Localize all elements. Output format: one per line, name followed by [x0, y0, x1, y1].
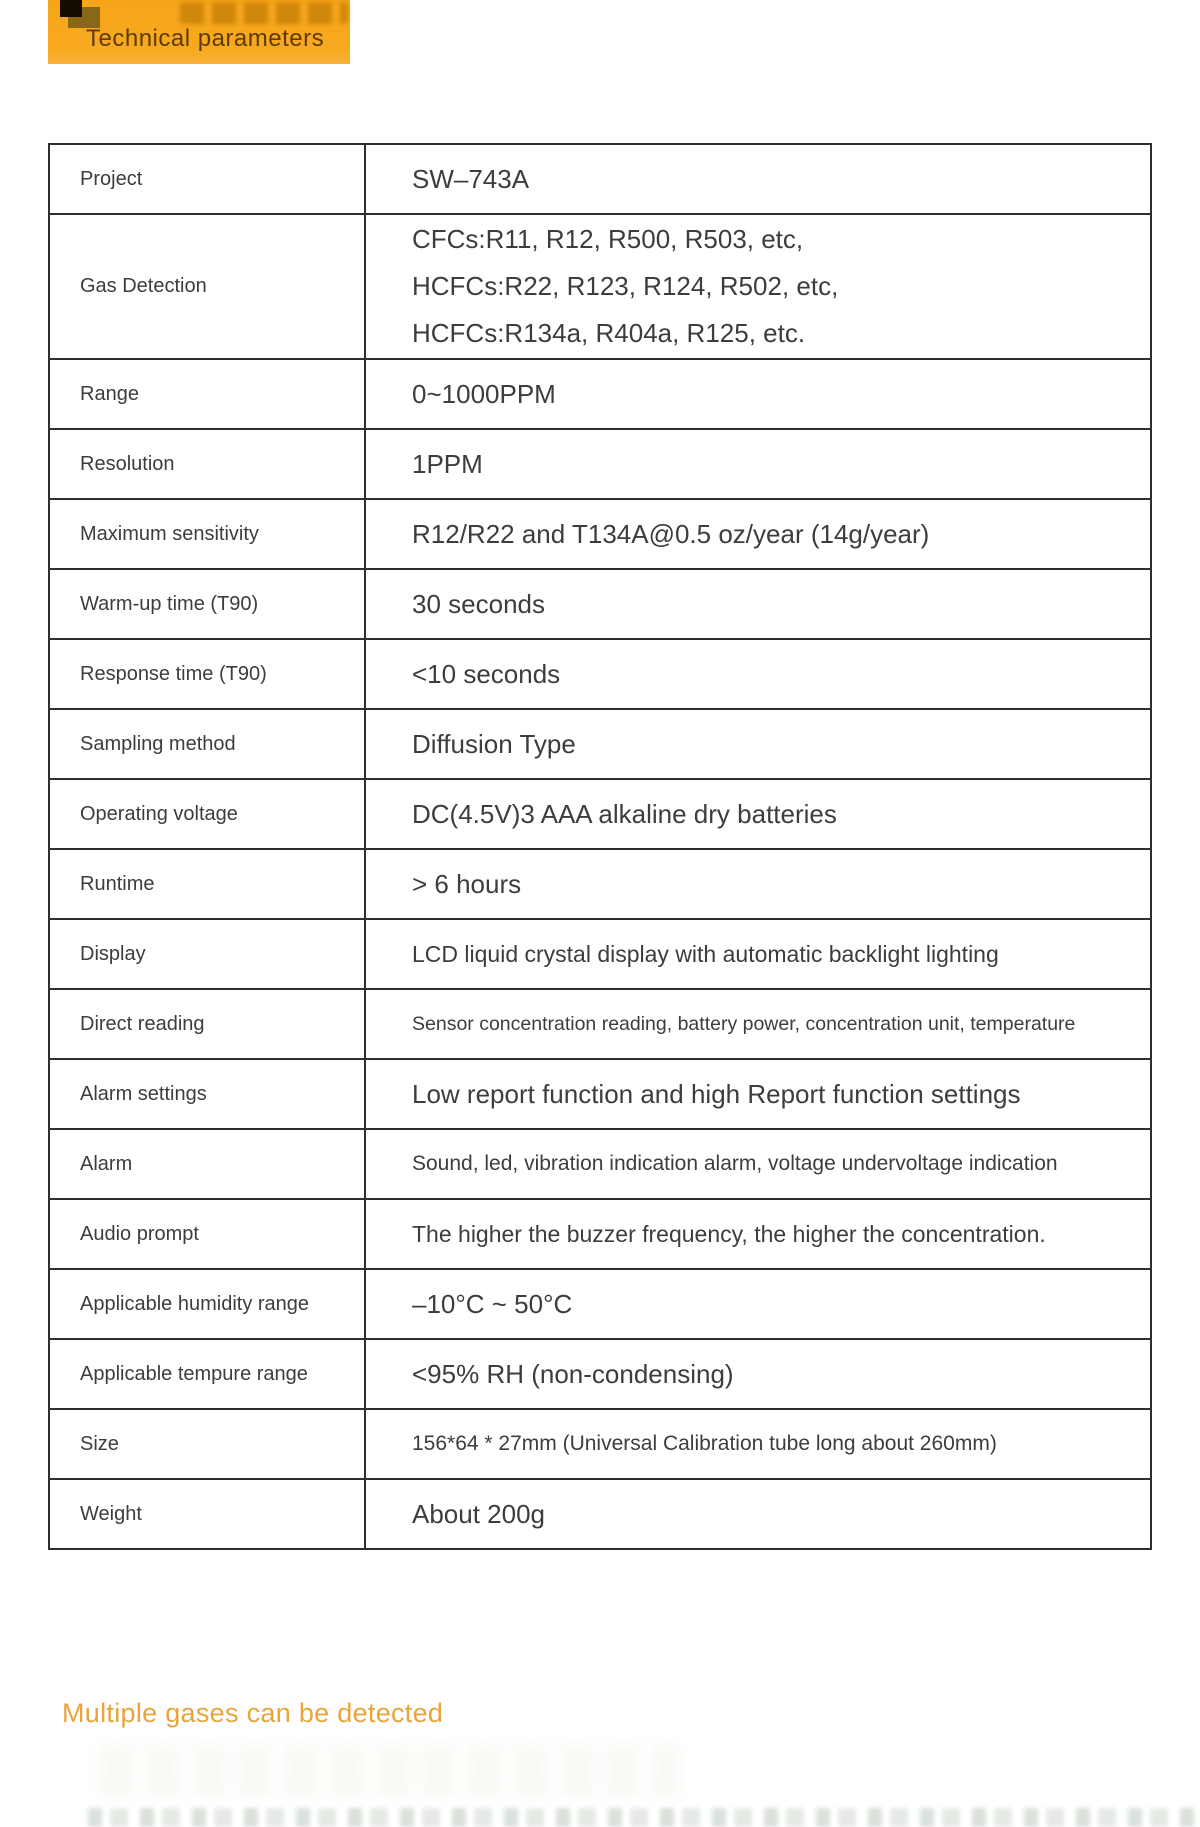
table-row [49, 1339, 1151, 1409]
table-row [49, 359, 1151, 429]
row-value: Sound, led, vibration indication alarm, voltage undervoltage indication [365, 1129, 1151, 1199]
row-value: > 6 hours [365, 849, 1151, 919]
row-value: <10 seconds [365, 639, 1151, 709]
table-row [49, 429, 1151, 499]
row-value: The higher the buzzer frequency, the higher the concentration. [365, 1199, 1151, 1269]
row-label: Maximum sensitivity [49, 499, 365, 569]
row-value [365, 214, 1151, 359]
row-label: Sampling method [49, 709, 365, 779]
row-label: Range [49, 359, 365, 429]
table-row [49, 1269, 1151, 1339]
row-value: LCD liquid crystal display with automatic backlight lighting [365, 919, 1151, 989]
row-value: Diffusion Type [365, 709, 1151, 779]
table-row [49, 214, 1151, 359]
technical-parameters-badge [48, 0, 350, 64]
table-row [49, 919, 1151, 989]
value-line: CFCs:R11, R12, R500, R503, etc, [412, 224, 804, 254]
bottom-cutoff-text [88, 1808, 1200, 1827]
footer-headline: Multiple gases can be detected [62, 1698, 444, 1728]
table-row [49, 1409, 1151, 1479]
row-label: Applicable tempure range [49, 1339, 365, 1409]
row-value: 1PPM [365, 429, 1151, 499]
table-row [49, 1479, 1151, 1549]
row-label: Direct reading [49, 989, 365, 1059]
footer-ghost-text [100, 1744, 680, 1796]
row-value: 0~1000PPM [365, 359, 1151, 429]
table-row [49, 779, 1151, 849]
row-label: Response time (T90) [49, 639, 365, 709]
table-row [49, 144, 1151, 214]
row-label: Runtime [49, 849, 365, 919]
row-value: SW–743A [365, 144, 1151, 214]
row-value: 156*64 * 27mm (Universal Calibration tube long about 260mm) [365, 1409, 1151, 1479]
row-value-lines [412, 216, 1149, 357]
table-row [49, 989, 1151, 1059]
row-value: R12/R22 and T134A@0.5 oz/year (14g/year) [365, 499, 1151, 569]
spec-table [48, 143, 1152, 1550]
row-label: Weight [49, 1479, 365, 1549]
table-row [49, 1199, 1151, 1269]
row-value: <95% RH (non-condensing) [365, 1339, 1151, 1409]
row-label: Applicable humidity range [49, 1269, 365, 1339]
badge-label: Technical parameters [86, 25, 325, 52]
corner-marker-icon [60, 0, 82, 17]
row-label: Alarm settings [49, 1059, 365, 1129]
table-row [49, 639, 1151, 709]
value-line: HCFCs:R22, R123, R124, R502, etc, [412, 271, 839, 301]
row-value: Sensor concentration reading, battery power, concentration unit, temperature [365, 989, 1151, 1059]
row-label: Resolution [49, 429, 365, 499]
row-value: DC(4.5V)3 AAA alkaline dry batteries [365, 779, 1151, 849]
value-line: HCFCs:R134a, R404a, R125, etc. [412, 318, 806, 348]
row-label: Warm-up time (T90) [49, 569, 365, 639]
table-row [49, 569, 1151, 639]
row-label: Alarm [49, 1129, 365, 1199]
ghost-text-overlay [180, 2, 348, 24]
spec-table-body [49, 144, 1151, 1549]
row-label: Gas Detection [49, 214, 365, 359]
table-row [49, 1129, 1151, 1199]
row-value: –10°C ~ 50°C [365, 1269, 1151, 1339]
row-label: Project [49, 144, 365, 214]
row-label: Display [49, 919, 365, 989]
row-label: Audio prompt [49, 1199, 365, 1269]
table-row [49, 709, 1151, 779]
row-label: Operating voltage [49, 779, 365, 849]
row-label: Size [49, 1409, 365, 1479]
table-row [49, 499, 1151, 569]
row-value: 30 seconds [365, 569, 1151, 639]
row-value: About 200g [365, 1479, 1151, 1549]
table-row [49, 849, 1151, 919]
table-row [49, 1059, 1151, 1129]
row-value: Low report function and high Report function settings [365, 1059, 1151, 1129]
